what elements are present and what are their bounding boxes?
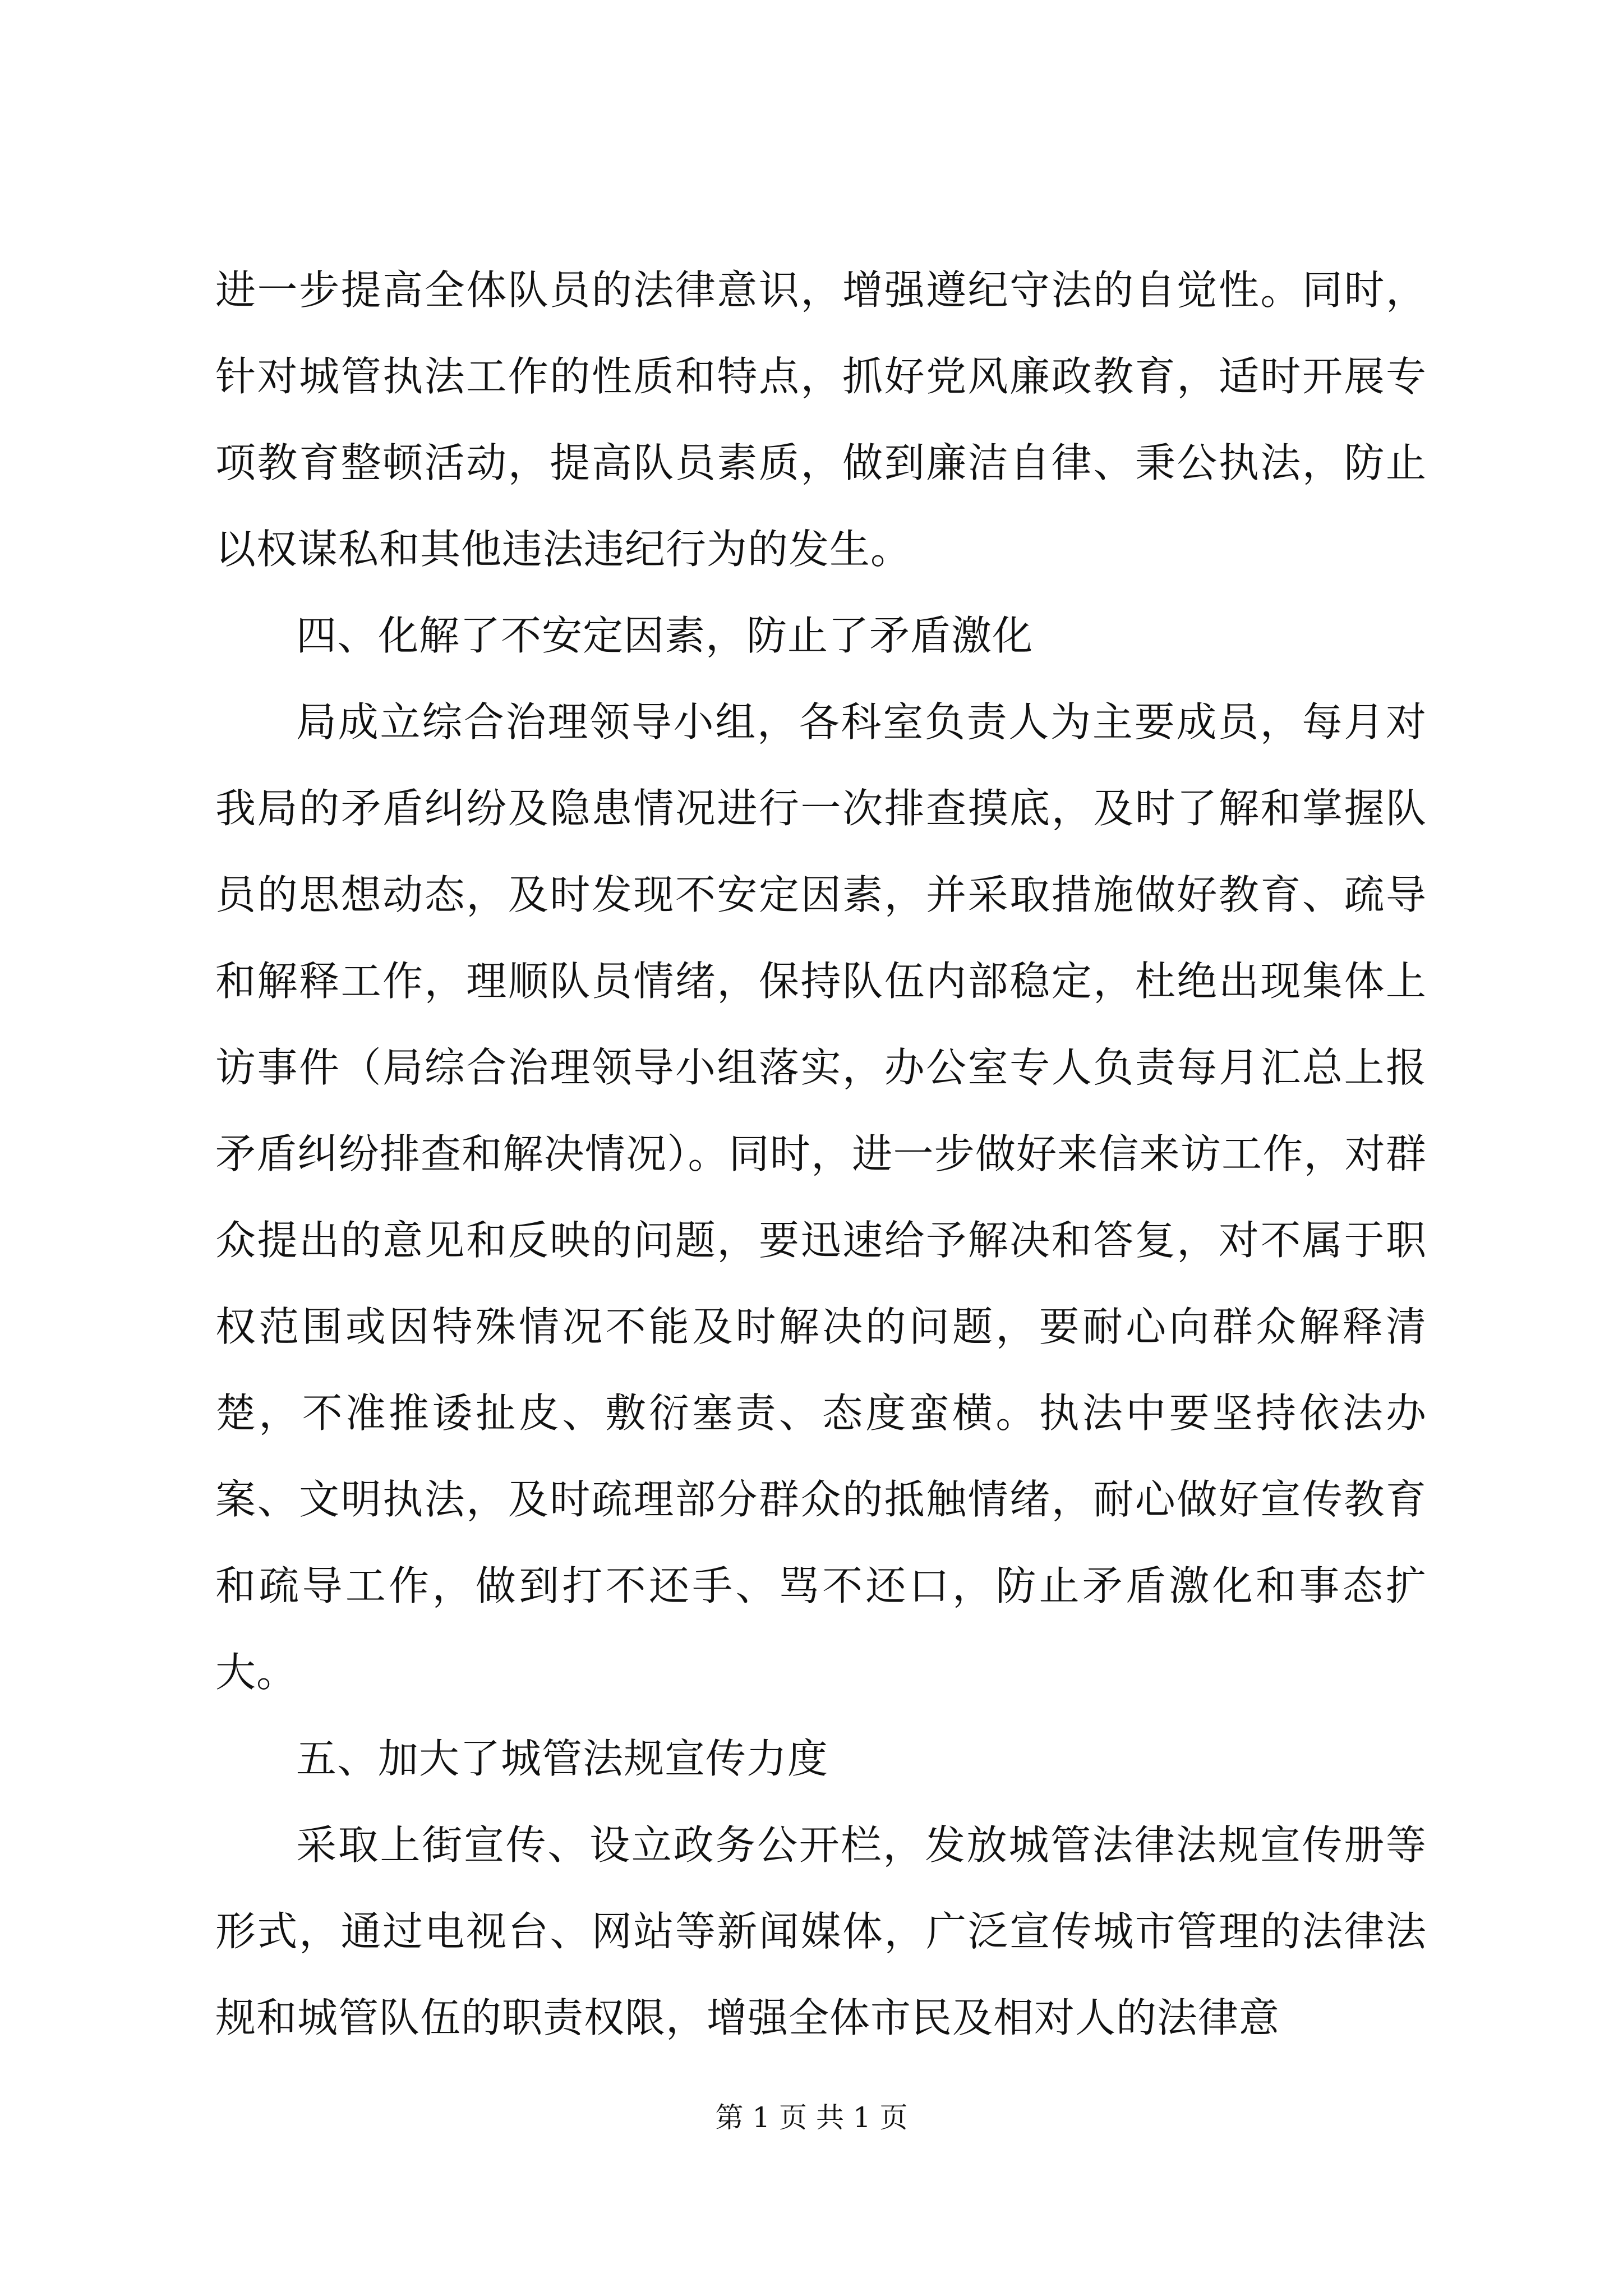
paragraph-continuation: 进一步提高全体队员的法律意识，增强遵纪守法的自觉性。同时，针对城管执法工作的性质和特点，抓好党风廉政教育，适时开展专项教育整顿活动，提高队员素质，做到廉洁自律、秉公执法，防止以权谋私和其他违法违纪行为的发生。 [215,266,1427,573]
section-heading-4: 四、化解了不安定因素，防止了矛盾激化 [296,612,1034,659]
paragraph-section-4: 局成立综合治理领导小组，各科室负责人为主要成员，每月对我局的矛盾纠纷及隐患情况进行一次排查摸底，及时了解和掌握队员的思想动态，及时发现不安定因素，并采取措施做好教育、疏导和解释工作，理顺队员情绪，保持队伍内部稳定，杜绝出现集体上访事件（局综合治理领导小组落实，办公室专人负责每月汇总上报矛盾纠纷排查和解决情况）。同时，进一步做好来信来访工作，对群众提出的意见和反映的问题，要迅速给予解决和答复，对不属于职权范围或因特殊情况不能及时解决的问题，要耐心向群众解释清楚，不准推诿扯皮、敷衍塞责、态度蛮横。执法中要坚持依法办案、文明执法，及时疏理部分群众的抵触情绪，耐心做好宣传教育和疏导工作，做到打不还手、骂不还口，防止矛盾激化和事态扩大。 [215,698,1427,1696]
document-body [215,247,1427,2061]
section-heading-5: 五、加大了城管法规宣传力度 [296,1735,829,1782]
page-footer: 第 1 页 共 1 页 [715,2101,908,2134]
paragraph-section-5: 采取上街宣传、设立政务公开栏，发放城管法律法规宣传册等形式，通过电视台、网站等新闻媒体，广泛宣传城市管理的法律法规和城管队伍的职责权限，增强全体市民及相对人的法律意 [215,1821,1427,2041]
